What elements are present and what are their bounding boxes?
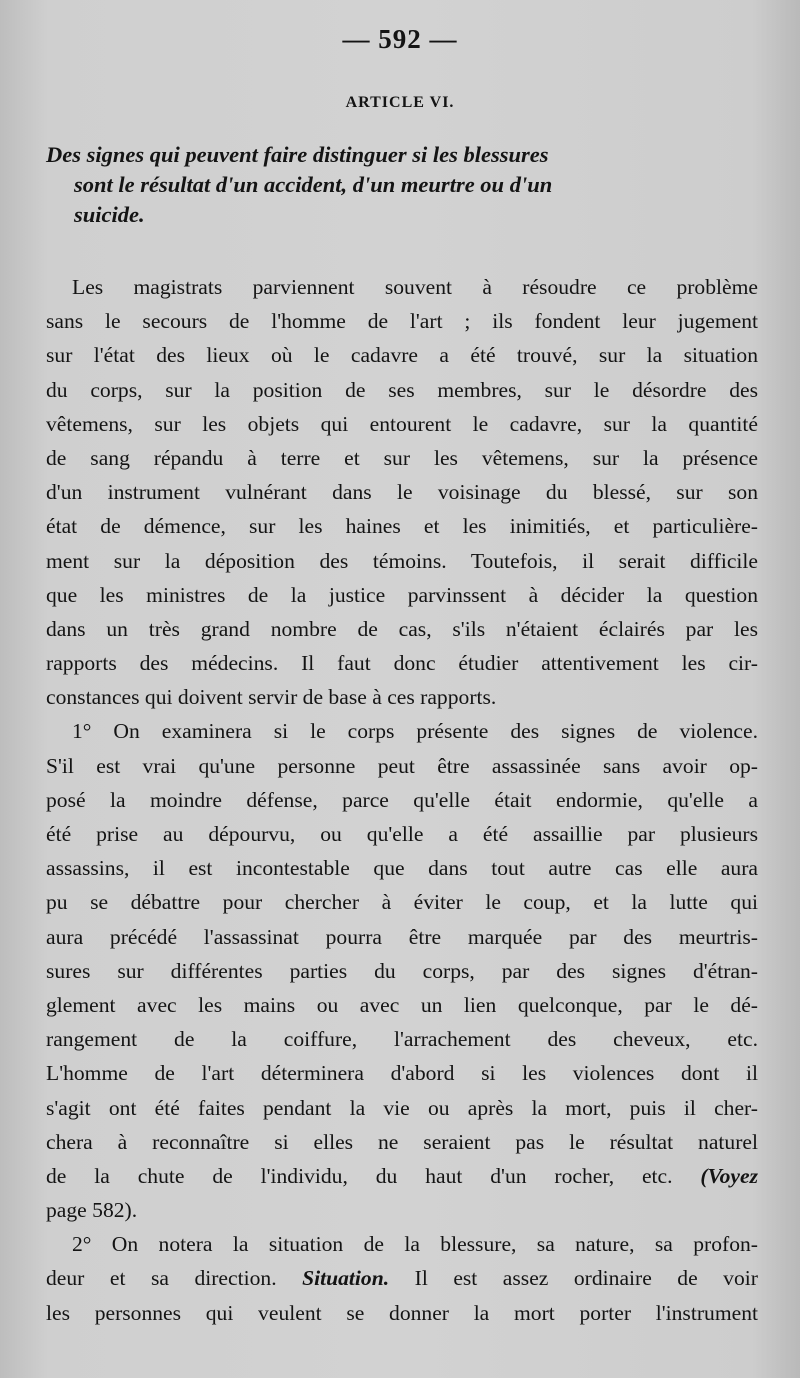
text-line: d'un instrument vulnérant dans le voisinage du blessé, sur son [46,480,758,505]
text-line: assassins, il est incontestable que dans tout autre cas elle aura [46,856,758,881]
text-line: été prise au dépourvu, ou qu'elle a été assaillie par plusieurs [46,822,758,846]
text-line: sur l'état des lieux où le cadavre a été trouvé, sur la situation [46,343,758,368]
text-line: pu se débattre pour chercher à éviter le coup, et la lutte qui [46,890,758,915]
section-title [46,140,758,230]
emphasis-situation: Situation. [302,1266,390,1291]
body-text [46,270,758,1330]
text-line: 2° On notera la situation de la blessure, sa nature, sa profon- [72,1232,758,1257]
text-line: sures sur différentes parties du corps, par des signes d'étran- [46,958,758,983]
text-segment: deur et sa direction. [46,1266,277,1291]
text-line [46,1261,758,1295]
text-segment: Il est assez ordinaire de voir [414,1266,758,1291]
text-line: chera à reconnaître si elles ne seraient pas le résultat naturel [46,1129,758,1154]
text-line: état de démence, sur les haines et les inimitiés, et particulière- [46,514,758,539]
text-line: de sang répandu à terre et sur les vêtemens, sur la présence [46,445,758,470]
section-title-line: sont le résultat d'un accident, d'un meurtre ou d'un [74,172,553,197]
section-title-line: suicide. [74,202,145,227]
text-line: 1° On examinera si le corps présente des signes de violence. [72,719,758,744]
text-line [46,1159,758,1193]
section-title-line: Des signes qui peuvent faire distinguer si les blessures [46,142,549,167]
text-line: s'agit ont été faites pendant la vie ou après la mort, puis il cher- [46,1095,758,1120]
text-line: rangement de la coiffure, l'arrachement des cheveux, etc. [46,1027,758,1052]
text-segment: de la chute de l'individu, du haut d'un rocher, etc. [46,1163,673,1188]
text-line: du corps, sur la position de ses membres, sur le désordre des [46,377,758,402]
text-line: sans le secours de l'homme de l'art ; ils fondent leur jugement [46,309,758,334]
text-line: dans un très grand nombre de cas, s'ils n'étaient éclairés par les [46,616,758,641]
page-number: — 592 — [342,24,458,54]
text-line: aura précédé l'assassinat pourra être marquée par des meurtris- [46,924,758,949]
voyez-reference: (Voyez [700,1163,758,1188]
text-line: page 582). [46,1198,138,1223]
text-line: ment sur la déposition des témoins. Toutefois, il serait difficile [46,548,758,573]
text-line: posé la moindre défense, parce qu'elle était endormie, qu'elle a [46,787,758,812]
article-heading: ARTICLE VI. [345,94,455,111]
text-line: S'il est vrai qu'une personne peut être assassinée sans avoir op- [46,753,758,778]
text-line: les personnes qui veulent se donner la mort porter l'instrument [46,1300,758,1325]
text-line: vêtemens, sur les objets qui entourent le cadavre, sur la quantité [46,411,758,436]
text-line: glement avec les mains ou avec un lien quelconque, par le dé- [46,992,758,1017]
text-line: L'homme de l'art déterminera d'abord si les violences dont il [46,1061,758,1086]
text-line: que les ministres de la justice parvinssent à décider la question [46,582,758,607]
text-line: constances qui doivent servir de base à ces rapports. [46,685,497,710]
text-line: Les magistrats parviennent souvent à résoudre ce problème [72,275,758,299]
text-line: rapports des médecins. Il faut donc étudier attentivement les cir- [46,651,758,676]
